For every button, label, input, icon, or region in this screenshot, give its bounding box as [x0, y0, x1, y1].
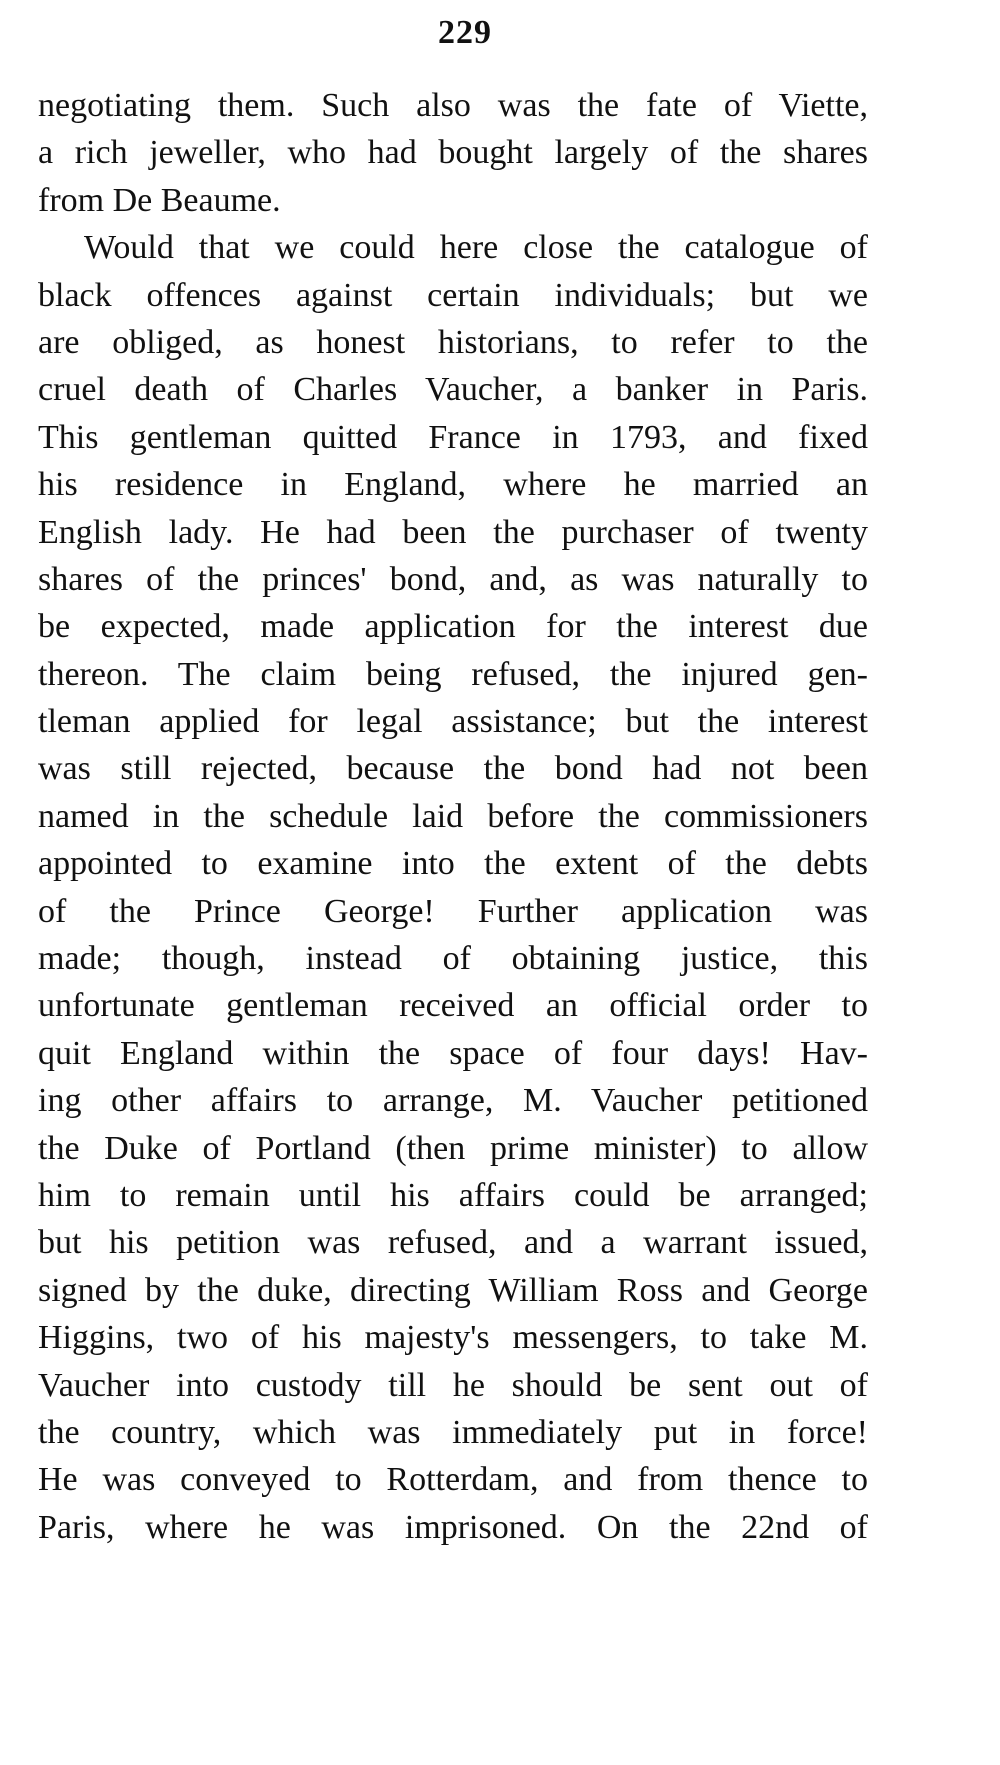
text-line: tleman applied for legal assistance; but the interest	[38, 703, 868, 741]
text-line: the Duke of Portland (then prime minister) to allow	[38, 1129, 868, 1167]
text-line: Vaucher into custody till he should be sent out of	[38, 1366, 868, 1404]
text-line: Would that we could here close the catalogue of	[84, 229, 868, 267]
text-line: from De Beaume.	[38, 181, 281, 219]
text-line: quit England within the space of four days! Hav-	[38, 1034, 868, 1072]
page-number: 229	[438, 14, 492, 51]
text-line: of the Prince George! Further application was	[38, 892, 868, 930]
text-line: Paris, where he was imprisoned. On the 22nd of	[38, 1508, 868, 1546]
text-line: be expected, made application for the interest due	[38, 608, 868, 646]
text-line: black offences against certain individuals; but we	[38, 276, 868, 314]
text-line: unfortunate gentleman received an official order to	[38, 987, 868, 1025]
text-line: He was conveyed to Rotterdam, and from thence to	[38, 1461, 868, 1499]
text-line: cruel death of Charles Vaucher, a banker in Paris.	[38, 371, 868, 409]
text-line: but his petition was refused, and a warrant issued,	[38, 1224, 868, 1262]
text-line: English lady. He had been the purchaser of twenty	[38, 513, 868, 551]
text-line: him to remain until his affairs could be arranged;	[38, 1176, 868, 1214]
text-line: thereon. The claim being refused, the injured gen-	[38, 655, 868, 693]
text-line: named in the schedule laid before the commissioners	[38, 797, 868, 835]
text-line: signed by the duke, directing William Ross and George	[38, 1271, 868, 1309]
text-line: Higgins, two of his majesty's messengers, to take M.	[38, 1319, 868, 1357]
text-line: This gentleman quitted France in 1793, and fixed	[38, 418, 868, 456]
paragraph-1	[38, 82, 868, 224]
text-line: a rich jeweller, who had bought largely of the shares	[38, 134, 868, 172]
text-line: ing other affairs to arrange, M. Vaucher petitioned	[38, 1082, 868, 1120]
text-line: shares of the princes' bond, and, as was naturally to	[38, 560, 868, 598]
text-line: was still rejected, because the bond had not been	[38, 750, 868, 788]
text-line: appointed to examine into the extent of the debts	[38, 845, 868, 883]
text-line: made; though, instead of obtaining justice, this	[38, 940, 868, 978]
text-line: the country, which was immediately put in force!	[38, 1413, 868, 1451]
page-text	[38, 82, 868, 1551]
text-line: are obliged, as honest historians, to refer to the	[38, 323, 868, 361]
text-line: negotiating them. Such also was the fate of Viette,	[38, 87, 868, 124]
paragraph-2	[38, 224, 868, 1551]
text-line: his residence in England, where he married an	[38, 466, 868, 504]
